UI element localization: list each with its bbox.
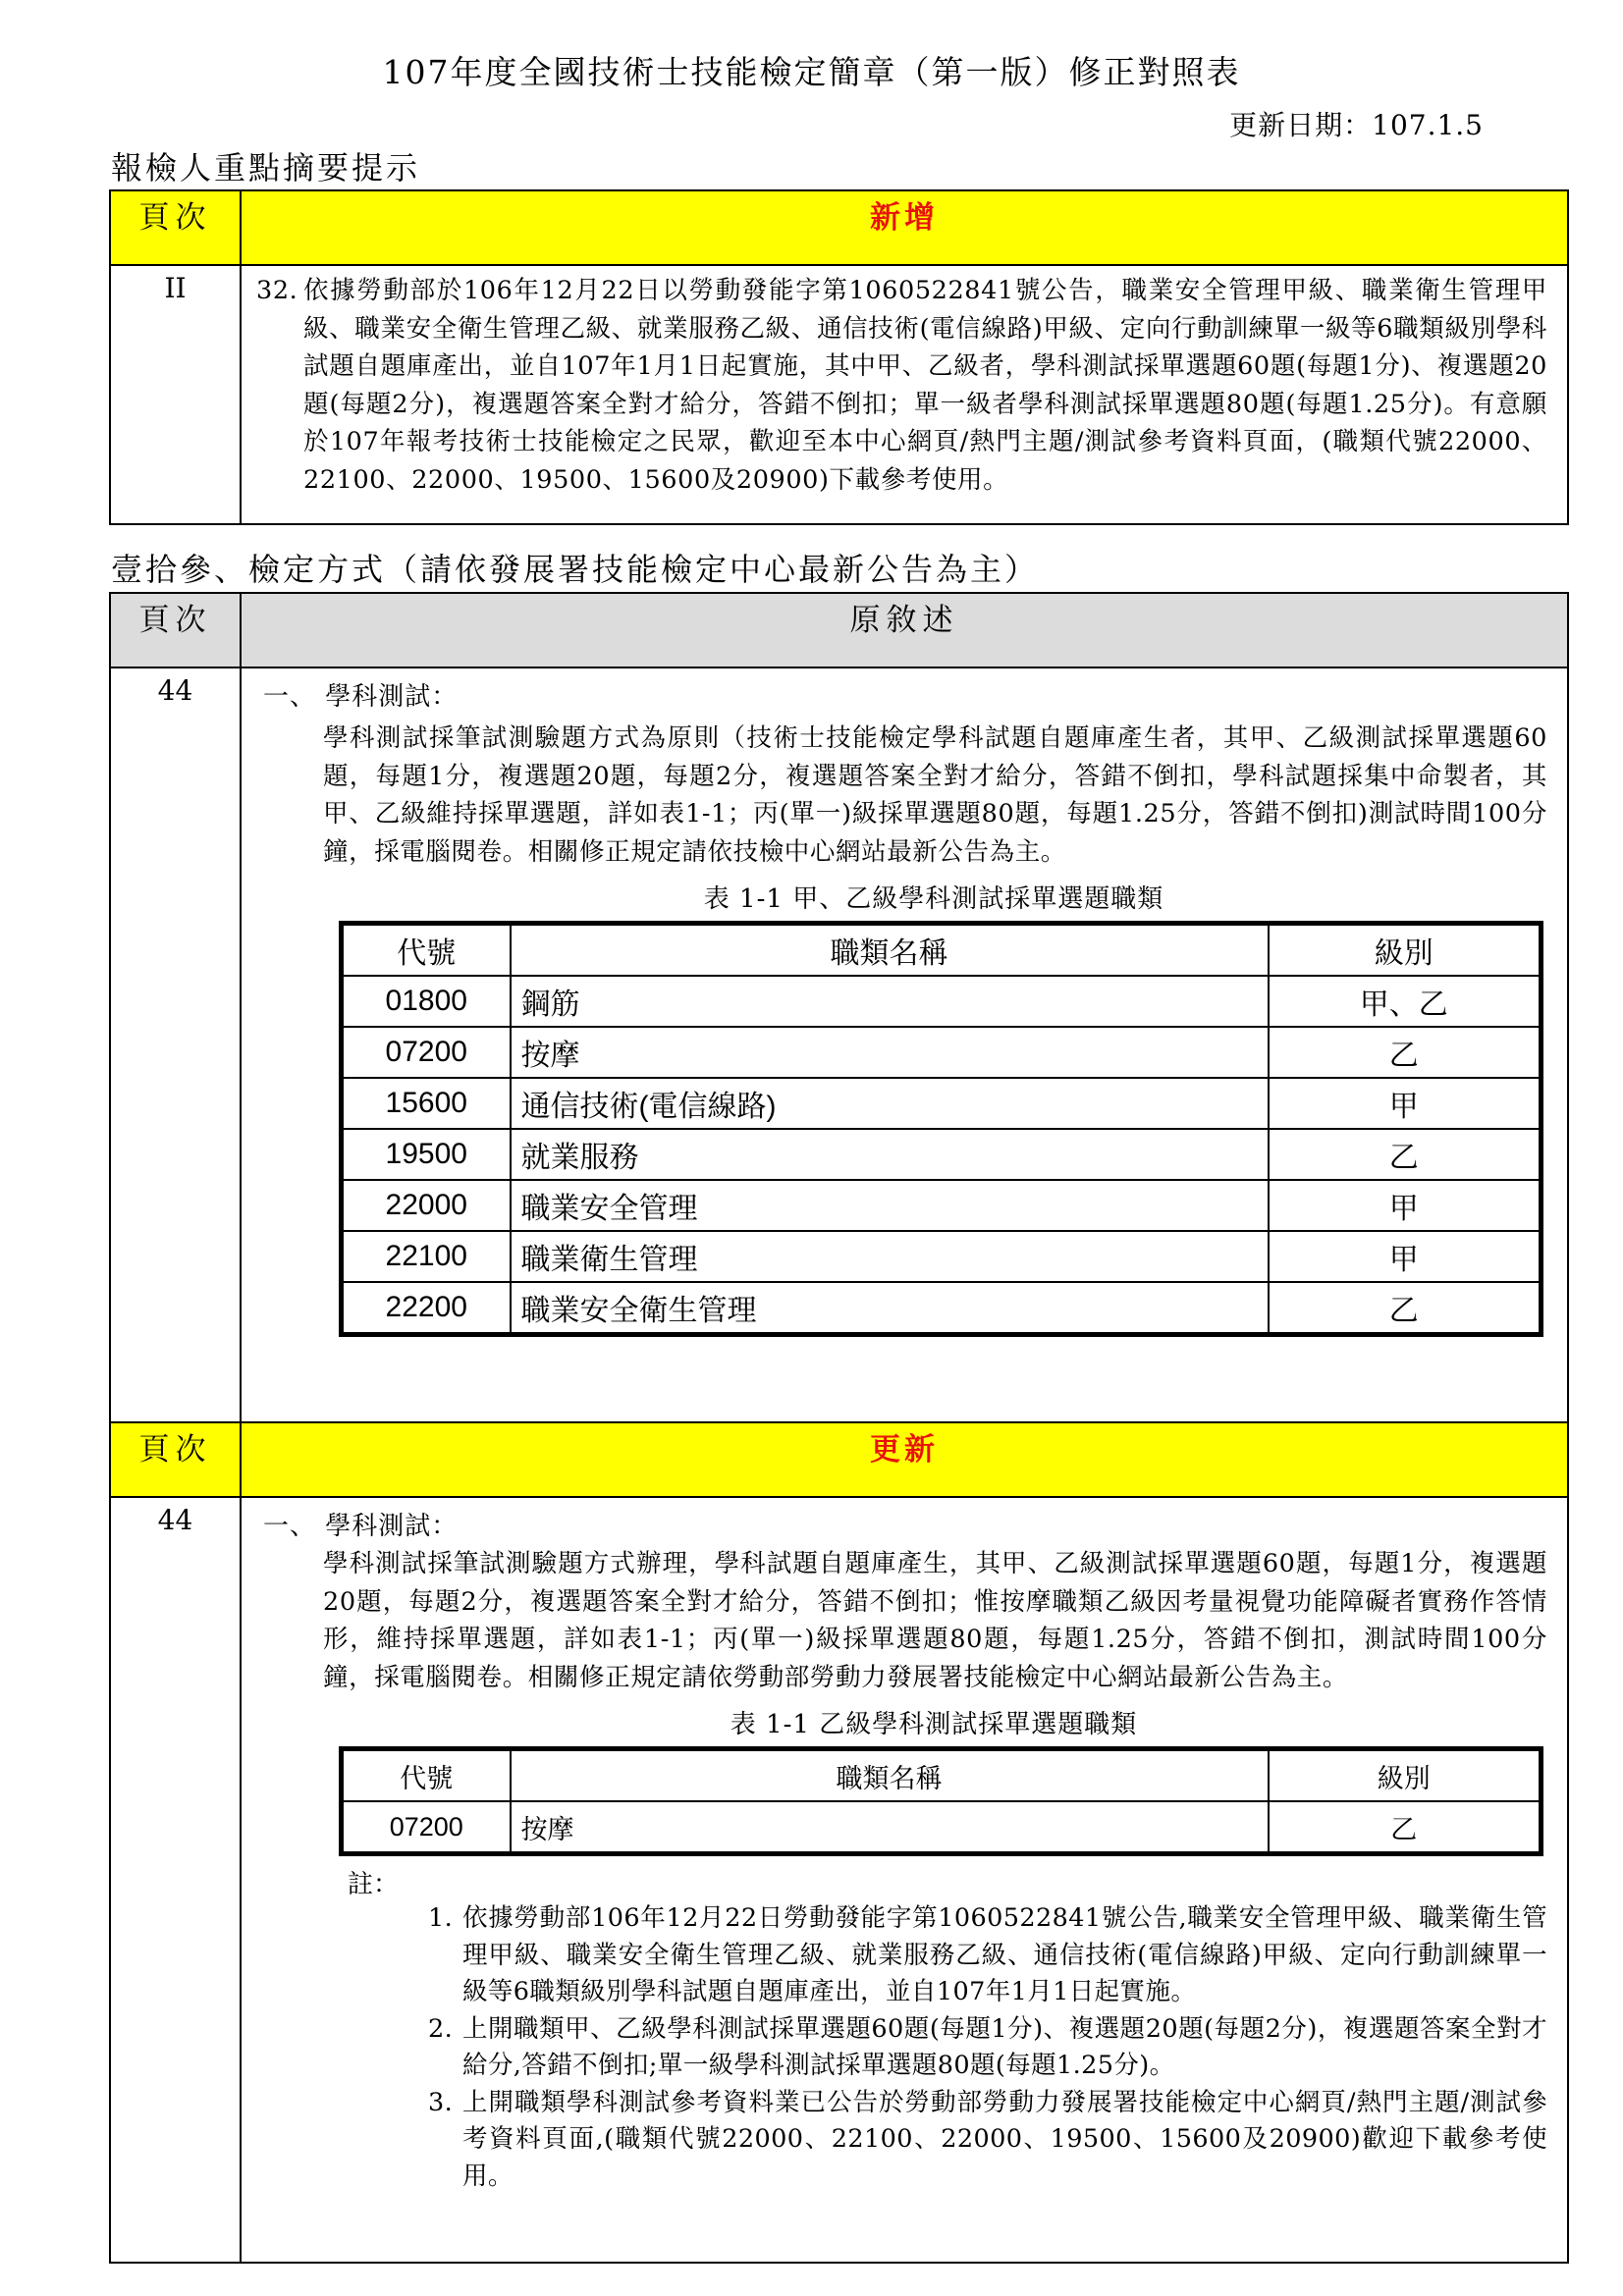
- document-title: 107年度全國技術士技能檢定簡章（第一版）修正對照表: [382, 53, 1241, 91]
- new-items-table: [109, 189, 1569, 525]
- new-label: 新增: [870, 200, 939, 236]
- occupation-level: 甲: [1269, 1180, 1542, 1231]
- occupation-name: 就業服務: [511, 1129, 1269, 1180]
- notes-heading: 註：: [348, 1870, 400, 1899]
- table-row: [342, 1801, 1542, 1854]
- occupation-code: 07200: [342, 1801, 511, 1854]
- occupation-level: 乙: [1269, 1129, 1542, 1180]
- table-row: [342, 1027, 1542, 1078]
- occupation-name: 通信技術(電信線路): [511, 1078, 1269, 1129]
- original-row: [110, 667, 1568, 1422]
- occupation-level: 甲: [1269, 1231, 1542, 1282]
- note-number: 1.: [428, 1903, 454, 1933]
- update-date: 更新日期：107.1.5: [1229, 109, 1484, 141]
- occupation-name: 職業安全衛生管理: [511, 1282, 1269, 1335]
- level-header: 級別: [1269, 1749, 1542, 1802]
- occupation-table-updated: [339, 1746, 1543, 1856]
- new-items-header-row: [110, 190, 1568, 265]
- update-label: 更新: [870, 1432, 939, 1468]
- page-number: 44: [110, 1497, 241, 2263]
- section-heading: 壹拾參、檢定方式（請依發展署技能檢定中心最新公告為主）: [111, 551, 1040, 588]
- item-text: 依據勞動部於106年12月22日以勞動發能字第1060522841號公告，職業安全管理甲級、職業衛生管理甲級、職業安全衛生管理乙級、就業服務乙級、通信技術(電信線路)甲級、定向行動訓練單一級等6職類級別學科試題自題庫產出，並自107年1月1日起實施，其中甲、乙級者，學科測試採單選題60題(每題1分)、複選題20題(每題2分)，複選題答案全對才給分，答錯不倒扣；單一級者學科測試採單選題80題(每題1.25分)。有意願於107年報考技術士技能檢定之民眾，歡迎至本中心網頁/熱門主題/測試參考資料頁面，(職類代號22000、22100、22000、19500、15600及20900)下載參考使用。: [303, 276, 1547, 495]
- table-row: [342, 1180, 1542, 1231]
- name-header: 職類名稱: [511, 1749, 1269, 1802]
- page-column-header: 頁次: [110, 593, 241, 667]
- comparison-table: [109, 592, 1569, 2264]
- occupation-name: 按摩: [511, 1027, 1269, 1078]
- table-row: [342, 1231, 1542, 1282]
- page-column-header: 頁次: [110, 1422, 241, 1497]
- name-header: 職類名稱: [511, 924, 1269, 977]
- occupation-level: 甲、乙: [1269, 976, 1542, 1027]
- note-number: 3.: [428, 2087, 454, 2117]
- table-row: [342, 1129, 1542, 1180]
- occupation-code: 07200: [342, 1027, 511, 1078]
- occupation-name: 按摩: [511, 1801, 1269, 1854]
- note-text: 上開職類學科測試參考資料業已公告於勞動部勞動力發展署技能檢定中心網頁/熱門主題/測試參考資料頁面,(職類代號22000、22100、22000、19500、15600及20900)歡迎下載參考使用。: [462, 2087, 1547, 2191]
- original-column-header: 原敘述: [241, 593, 1568, 667]
- new-column-header: [241, 190, 1568, 265]
- page-number: 44: [110, 667, 241, 1422]
- occupation-name: 職業安全管理: [511, 1180, 1269, 1231]
- subject-test-heading: 一、 學科測試：: [263, 682, 459, 712]
- original-cell: [241, 667, 1568, 1422]
- original-paragraph: 學科測試採筆試測驗題方式為原則（技術士技能檢定學科試題自題庫產生者，其甲、乙級測試採單選題60題，每題1分，複選題20題，每題2分，複選題答案全對才給分，答錯不倒扣，學科試題採集中命製者，其甲、乙級維持採單選題，詳如表1-1；丙(單一)級採單選題80題，每題1.25分，答錯不倒扣)測試時間100分鐘，採電腦閱卷。相關修正規定請依技檢中心網站最新公告為主。: [323, 723, 1547, 867]
- update-column-header: [241, 1422, 1568, 1497]
- table-row: [342, 976, 1542, 1027]
- occupation-level: 乙: [1269, 1282, 1542, 1335]
- occupation-level: 甲: [1269, 1078, 1542, 1129]
- level-header: 級別: [1269, 924, 1542, 977]
- update-paragraph: 學科測試採筆試測驗題方式辦理，學科試題自題庫產生，其甲、乙級測試採單選題60題，每題1分，複選題20題，每題2分，複選題答案全對才給分，答錯不倒扣；惟按摩職類乙級因考量視覺功能障礙者實務作答情形，維持採單選題，詳如表1-1；丙(單一)級採單選題80題，每題1.25分，答錯不倒扣，測試時間100分鐘，採電腦閱卷。相關修正規定請依勞動部勞動力發展署技能檢定中心網站最新公告為主。: [323, 1549, 1547, 1692]
- occupation-code: 22200: [342, 1282, 511, 1335]
- note-item: [242, 2085, 1567, 2196]
- update-cell: [241, 1497, 1568, 2263]
- note-number: 2.: [428, 2013, 454, 2044]
- occupation-level: 乙: [1269, 1027, 1542, 1078]
- summary-heading: 報檢人重點摘要提示: [111, 149, 421, 187]
- update-row: [110, 1497, 1568, 2263]
- page-number: II: [110, 265, 241, 524]
- update-header-row: [110, 1422, 1568, 1497]
- occupation-name: 職業衛生管理: [511, 1231, 1269, 1282]
- new-item-cell: [241, 265, 1568, 524]
- occupation-header-row: [342, 1749, 1542, 1802]
- occupation-table: [339, 921, 1543, 1337]
- item-32: [242, 266, 1567, 499]
- occupation-level: 乙: [1269, 1801, 1542, 1854]
- table-row: [342, 1078, 1542, 1129]
- occupation-code: 22000: [342, 1180, 511, 1231]
- occupation-name: 鋼筋: [511, 976, 1269, 1027]
- table-row: [342, 1282, 1542, 1335]
- table-caption: 表 1-1 乙級學科測試採單選題職類: [730, 1710, 1138, 1739]
- table-caption: 表 1-1 甲、乙級學科測試採單選題職類: [703, 884, 1164, 914]
- note-text: 依據勞動部106年12月22日勞動發能字第1060522841號公告,職業安全管理甲級、職業衛生管理甲級、職業安全衛生管理乙級、就業服務乙級、通信技術(電信線路)甲級、定向行動訓練單一級等6職類級別學科試題自題庫產出，並自107年1月1日起實施。: [462, 1903, 1547, 2006]
- page-column-header: 頁次: [110, 190, 241, 265]
- original-header-row: [110, 593, 1568, 667]
- occupation-code: 19500: [342, 1129, 511, 1180]
- code-header: 代號: [342, 1749, 511, 1802]
- occupation-code: 01800: [342, 976, 511, 1027]
- occupation-code: 22100: [342, 1231, 511, 1282]
- note-item: [242, 1900, 1567, 2011]
- code-header: 代號: [342, 924, 511, 977]
- note-text: 上開職類甲、乙級學科測試採單選題60題(每題1分)、複選題20題(每題2分)，複選題答案全對才給分,答錯不倒扣;單一級學科測試採單選題80題(每題1.25分)。: [462, 2013, 1547, 2080]
- new-items-row: [110, 265, 1568, 524]
- item-number: 32.: [256, 276, 298, 305]
- subject-test-heading: 一、 學科測試：: [263, 1512, 459, 1541]
- occupation-header-row: [342, 924, 1542, 977]
- note-item: [242, 2011, 1567, 2085]
- occupation-code: 15600: [342, 1078, 511, 1129]
